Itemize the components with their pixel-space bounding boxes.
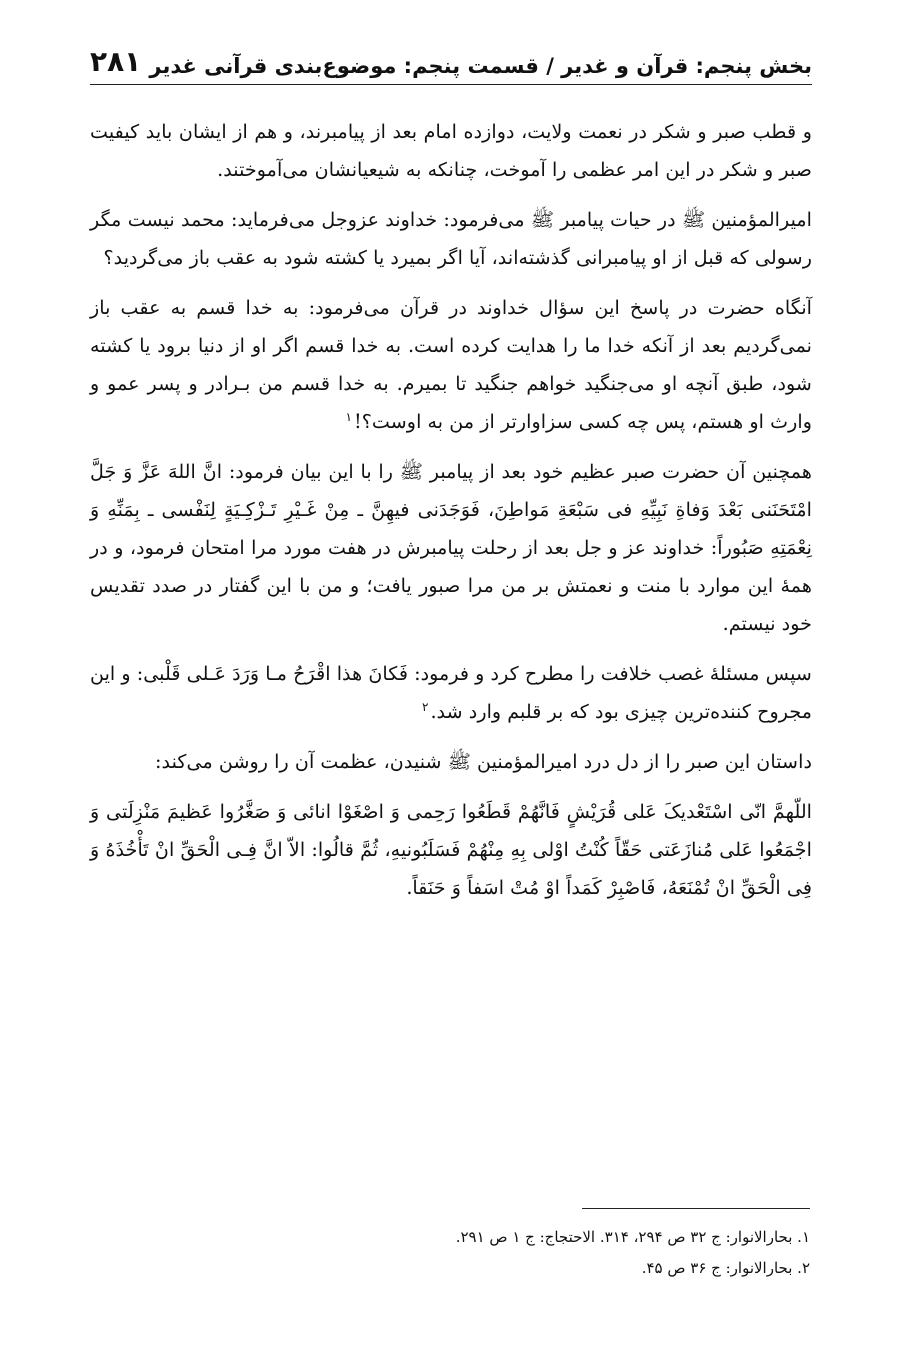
supplication-text: اللّهمَّ انّی اسْتَعْدیکَ عَلی قُرَیْشٍ فَانَّهُمْ قَطَعُوا رَحِمی وَ اصْغَوْا انائی وَ صَغَّرُوا عَظیمَ مَنْزِلَتی وَ اجْمَعُوا عَلی مُنازَعَتی حَقّاً کُنْتُ اوْلی بِهِ مِنْهُمْ فَسَلَبُونیهِ، ثُمَّ قالُوا: الاّ انَّ فِـی الْحَقِّ انْ تَأْخُذَهُ وَ فِی الْحَقِّ انْ تُمْنَعَهُ، فَاصْبِرْ کَمَداً اوْ مُتْ اسَفاً وَ حَنَقاً. (90, 800, 812, 899)
footnote-reference: ۱ (345, 409, 352, 424)
footnote-item: ۲. بحارالانوار: ج ۳۶ ص ۴۵. (641, 1259, 810, 1277)
running-header-title: بخش پنجم: قرآن و غدیر / قسمت پنجم: موضوع‌بندی قرآنی غدیر (149, 54, 812, 78)
running-header (90, 32, 812, 85)
paragraph (90, 289, 812, 441)
paragraph-text: آنگاه حضرت در پاسخ این سؤال خداوند در قرآن می‌فرمود: به خدا قسم به عقب باز نمی‌گردیم بعد از آنکه خدا ما را هدایت کرده است. به خدا قسم اگر او از دنیا برود یا کشته شود، طبق آنچه او می‌جنگید خواهم جنگید تا بمیرم. به خدا قسم من بـرادر و پسر عمو و وارث او هستم، پس چه کسی سزاوارتر از من به اوست؟! (90, 296, 812, 433)
body-text (90, 113, 812, 907)
paragraph (90, 113, 812, 189)
supplication-quote (90, 793, 812, 907)
paragraph-text: داستان این صبر را از دل درد امیرالمؤمنین ﷺ شنیدن، عظمت آن را روشن می‌کند: (155, 750, 812, 773)
footnote-reference: ۲ (421, 699, 429, 714)
paragraph-text: همچنین آن حضرت صبر عظیم خود بعد از پیامبر ﷺ را با این بیان فرمود: انَّ اللهَ عَزَّ وَ جَلَّ امْتَحَنَنی بَعْدَ وَفاةِ نَبِیِّهِ فی سَبْعَةِ مَواطِنَ، فَوَجَدَنی فیهِنَّ ـ مِنْ غَـیْرِ تَـزْکِـیَةٍ لِنَفْسی ـ بِمَنِّهِ وَ نِعْمَتِهِ صَبُوراً: خداوند عز و جل بعد از رحلت پیامبرش در هفت مورد مرا امتحان فرمود، و در همهٔ این موارد با منت و نعمتش بر من مرا صبور یافت؛ و من با این گفتار در صدد تقدیس خود نیستم. (90, 460, 812, 635)
paragraph-text: امیرالمؤمنین ﷺ در حیات پیامبر ﷺ می‌فرمود: خداوند عزوجل می‌فرماید: محمد نیست مگر رسولی که قبل از او پیامبرانی گذشته‌اند، آیا اگر بمیرد یا کشته شود به عقب باز می‌گردید؟ (90, 208, 812, 269)
footnote-item: ۱. بحارالانوار: ج ۳۲ ص ۲۹۴، ۳۱۴. الاحتجاج: ج ۱ ص ۲۹۱. (455, 1228, 810, 1246)
paragraph-text: سپس مسئلهٔ غصب خلافت را مطرح کرد و فرمود: فَکانَ هذا اقْرَحُ مـا وَرَدَ عَـلی قَلْبی: و این مجروح کننده‌ترین چیزی بود که بر قلبم وارد شد. (89, 662, 812, 723)
paragraph-text: و قطب صبر و شکر در نعمت ولایت، دوازده امام بعد از پیامبرند، و هم از ایشان باید کیفیت صبر و شکر در این امر عظمی را آموخت، چنانکه به شیعیانشان می‌آموختند. (90, 120, 812, 181)
footnotes (88, 1222, 810, 1284)
paragraph (90, 743, 812, 781)
paragraph (90, 655, 812, 731)
page-number: ۲۸۱ (90, 45, 142, 78)
paragraph (90, 201, 812, 277)
footnote-divider (582, 1208, 810, 1209)
paragraph (90, 453, 812, 643)
